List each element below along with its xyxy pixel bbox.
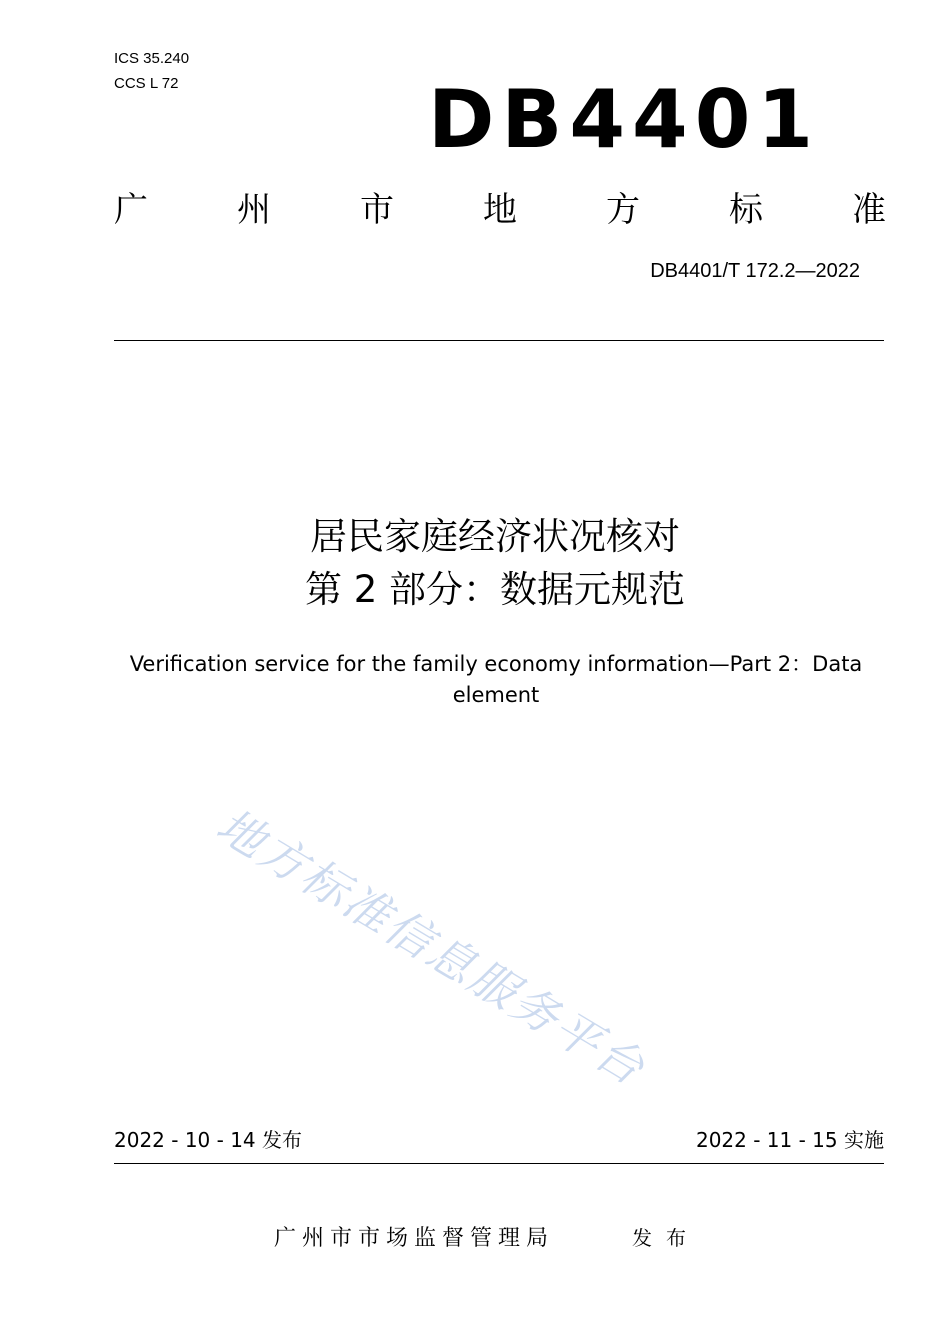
title-english: Verification service for the family economy information—Part 2：Data element [129,652,863,707]
publish-label: 发布 [632,1226,700,1250]
ics-code: ICS 35.240 [114,50,190,67]
standard-kind [114,186,886,234]
ccs-code: CCS L 72 [114,75,179,92]
title-chinese-line-2: 第 2 部分：数据元规范 [304,568,686,611]
issue-date: 2022 - 10 - 14 发布 [114,1128,303,1152]
standard-kind-char: 广 [114,190,148,230]
standard-kind-char: 市 [360,190,394,230]
standard-kind-char: 方 [606,190,640,230]
header-divider [114,340,884,341]
implementation-date: 2022 - 11 - 15 实施 [695,1128,884,1152]
standard-kind-char: 准 [852,190,886,230]
title-chinese-line-1: 居民家庭经济状况核对 [310,515,680,558]
publisher-name: 广州市市场监督管理局 [274,1226,555,1251]
standard-number: DB4401/T 172.2—2022 [650,260,860,282]
watermark-text: 地方标准信息服务平台 [207,797,656,1097]
standard-kind-char: 标 [729,190,763,230]
standard-kind-char: 地 [483,190,517,230]
footer-divider [114,1163,884,1164]
standard-code-logo: DB4401 [428,73,821,166]
standard-kind-char: 州 [237,190,271,230]
